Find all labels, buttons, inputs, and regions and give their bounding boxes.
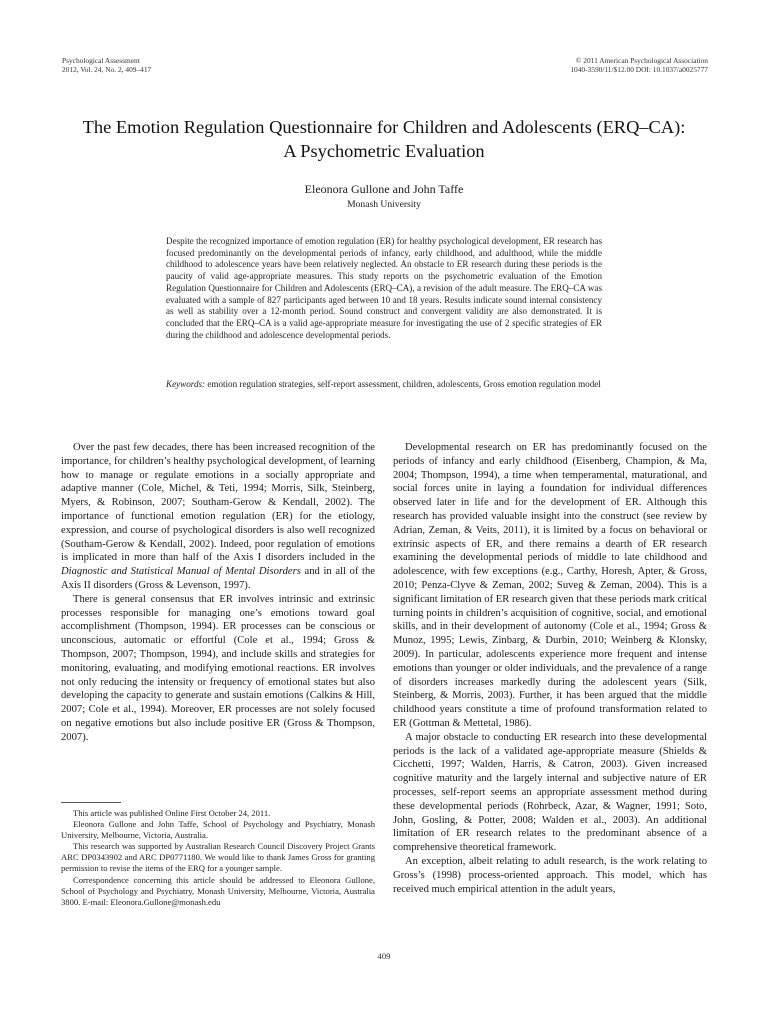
- keywords: [166, 378, 602, 390]
- keywords-label: Keywords:: [166, 379, 206, 389]
- footnotes: [61, 808, 375, 908]
- paragraph-text: Over the past few decades, there has been increased recognition of the importance, for children’s healthy psychological development, of learning how to manage or regulate emotions in a socially appropriate and adaptive manner (Cole, Michel, & Teti, 1994; Morris, Silk, Steinberg, Myers, & Robinson, 2007; Southam-Gerow & Kendall, 2002). The importance of functional emotion regulation (ER) for the etiology, expression, and course of psychological disorders is also well recognized (Southam-Gerow & Kendall, 2002). Indeed, poor regulation of emotions is implicated in more than half of the Axis I disorders included in the: [61, 442, 375, 564]
- footnote-divider: [61, 802, 121, 803]
- copyright-header: [570, 56, 708, 74]
- footnote: Eleonora Gullone and John Taffe, School of Psychology and Psychiatry, Monash University, Melbourne, Victoria, Australia.: [61, 819, 375, 841]
- journal-name: Psychological Assessment: [62, 56, 140, 65]
- paragraph: A major obstacle to conducting ER research into these developmental periods is the lack of a validated age-appropriate measure (Shields & Cicchetti, 1997; Walden, Harris, & Catron, 2003). Given increased cognitive maturity and the largely internal and subjective nature of ER processes, self-report seems an appropriate assessment method during these developmental periods (Rohrbeck, Azar, & Wagner, 1991; Soto, John, Gosling, & Potter, 2008; Walden et al., 2003). An additional limitation of ER research relates to the predominant absence of a comprehensive theoretical framework.: [393, 731, 707, 854]
- paragraph-text: and in all of the Axis II disorders (Gross & Levenson, 1997).: [61, 566, 376, 591]
- keywords-text: emotion regulation strategies, self-report assessment, children, adolescents, Gross emotion regulation model: [205, 379, 601, 389]
- right-column: [393, 441, 707, 896]
- footnote: Correspondence concerning this article should be addressed to Eleonora Gullone, School of Psychology and Psychiatry, Monash University, Melbourne, Victoria, Australia 3800. E-mail: Eleonora.Gullone@monash.edu: [61, 874, 375, 907]
- paragraph: An exception, albeit relating to adult research, is the work relating to Gross’s (1998) process-oriented approach. This model, which has received much empirical attention in the adult years,: [393, 855, 707, 895]
- doi-line: 1040-3590/11/$12.00 DOI: 10.1037/a0025777: [570, 65, 708, 74]
- dsm-title: Diagnostic and Statistical Manual of Mental Disorders: [61, 566, 301, 578]
- abstract: Despite the recognized importance of emotion regulation (ER) for healthy psychological development, ER research has focused predominantly on the developmental periods of infancy, early childhood, and adulthood, while the middle childhood to adolescence years have been relatively neglected. An obstacle to ER research during these periods is the paucity of valid age-appropriate measures. This study reports on the psychometric evaluation of the Emotion Regulation Questionnaire for Children and Adolescents (ERQ–CA), a revision of the adult measure. The ERQ–CA was evaluated with a sample of 827 participants aged between 10 and 18 years. Results indicate sound internal consistency as well as stability over a 12-month period. Sound construct and convergent validity are also demonstrated. It is concluded that the ERQ–CA is a valid age-appropriate measure for investigating the use of 2 specific strategies of ER during the childhood and adolescence developmental periods.: [166, 236, 602, 340]
- affiliation: Monash University: [347, 199, 421, 210]
- title-line-1: The Emotion Regulation Questionnaire for Children and Adolescents (ERQ–CA):: [82, 117, 686, 137]
- authors: Eleonora Gullone and John Taffe: [304, 182, 464, 196]
- article-title: [40, 115, 728, 163]
- paragraph: There is general consensus that ER involves intrinsic and extrinsic processes responsible for managing one’s emotions toward goal accomplishment (Thompson, 1994). ER processes can be conscious or unconscious, automatic or effortful (Cole et al., 1994; Gross & Thompson, 2007; Thompson, 1994), and include skills and strategies for monitoring, evaluating, and modifying emotional reactions. ER involves not only reducing the intensity or frequency of emotional states but also developing the capacity to generate and sustain emotions (Calkins & Hill, 2007; Cole et al., 1994). Moreover, ER processes are not solely focused on negative emotions but also include positive ER (Gross & Thompson, 2007).: [61, 593, 375, 743]
- copyright-line: © 2011 American Psychological Association: [575, 56, 708, 65]
- journal-citation: 2012, Vol. 24, No. 2, 409–417: [62, 65, 152, 74]
- footnote: This research was supported by Australian Research Council Discovery Project Grants ARC DP0343902 and ARC DP0771180. We would like to thank James Gross for granting permission to revise the items of the ERQ for a younger sample.: [61, 841, 375, 874]
- paragraph: [61, 441, 375, 593]
- page-number: 409: [377, 951, 391, 961]
- paragraph: Developmental research on ER has predominantly focused on the periods of infancy and early childhood (Eisenberg, Champion, & Ma, 2004; Thompson, 1994), a time when temperamental, maturational, and social forces unite in laying a foundation for individual differences observed later in life and for the development of ER. Although this research has provided valuable insight into the construct (see review by Adrian, Zeman, & Veits, 2011), it is limited by a focus on behavioral or extrinsic aspects of ER, and there remains a dearth of ER research examining the developmental periods of middle to late childhood and adolescence, with few exceptions (e.g., Carthy, Horesh, Apter, & Gross, 2010; Penza-Clyve & Zeman, 2002; Suveg & Zeman, 2004). This is a significant limitation of ER research given that these periods mark critical turning points in children’s acquisition of cognitive, social, and emotional skills, and in their development of autonomy (Cole et al., 1994; Gross & Munoz, 1995; Lewis, Zinbarg, & Durbin, 2010; Weinberg & Klonsky, 2009). In particular, adolescents experience more frequent and intense emotions than younger or older individuals, and the prevalence of a range of disorders increases markedly during the adolescent years (Silk, Steinberg, & Morris, 2003). Further, it has been argued that the middle childhood years constitute a time of profound transformation related to ER (Gottman & Mettetal, 1986).: [393, 442, 707, 729]
- left-column: [61, 441, 375, 745]
- footnote: This article was published Online First October 24, 2011.: [73, 808, 271, 818]
- journal-header: [62, 56, 151, 74]
- title-line-2: A Psychometric Evaluation: [283, 141, 485, 161]
